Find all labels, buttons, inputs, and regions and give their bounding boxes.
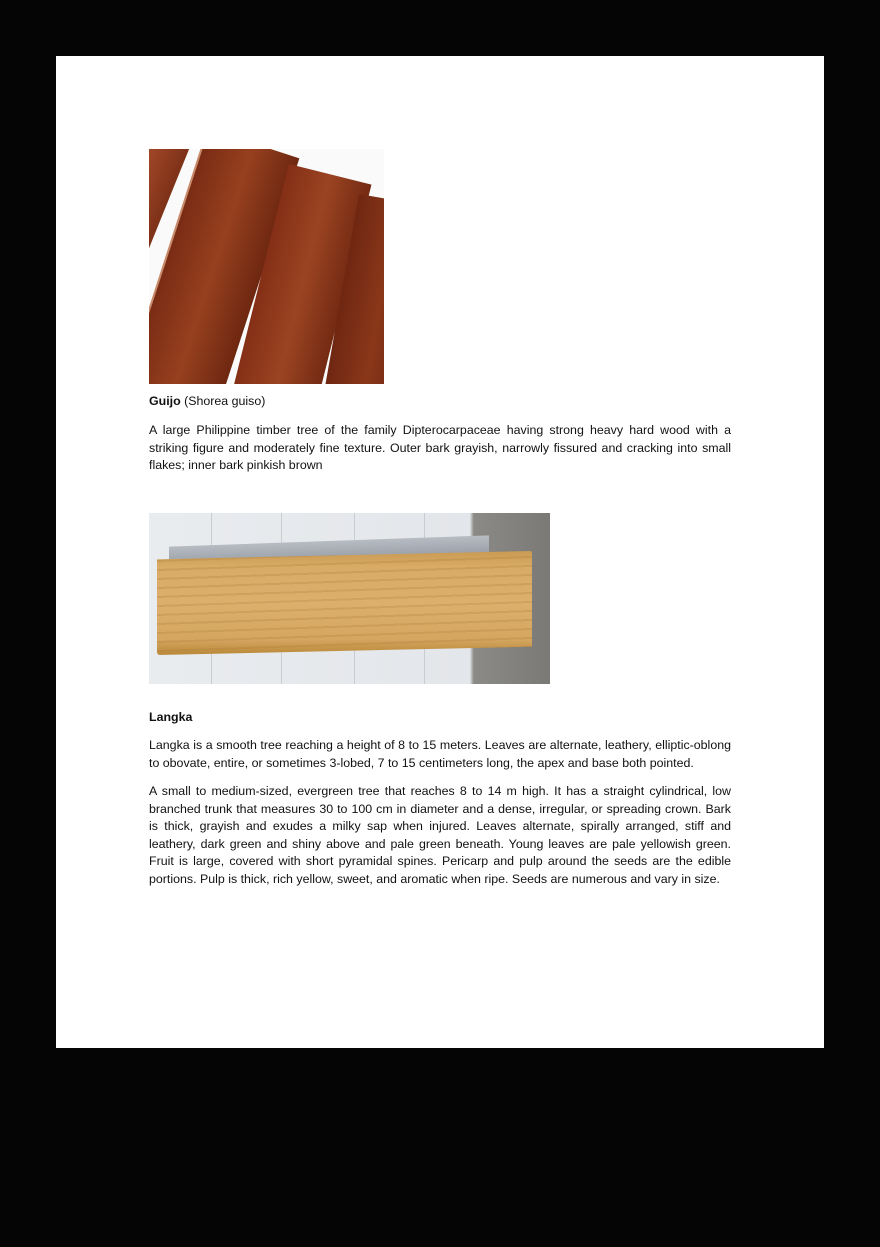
- langka-description-2: A small to medium-sized, evergreen tree that reaches 8 to 14 m high. It has a straight cylindrical, low branched trunk that measures 30 to 100 cm in diameter and a dense, irregular, or spreading crown. Bark is thick, grayish and exudes a milky sap when injured. Leaves alternate, spirally arranged, stiff and leathery, dark green and shiny above and pale green beneath. Young leaves are pale yellowish green. Fruit is large, covered with short pyramidal spines. Pericarp and pulp around the seeds are the edible portions. Pulp is thick, rich yellow, sweet, and aromatic when ripe. Seeds are numerous and vary in size.: [149, 784, 731, 886]
- document-page: [56, 56, 824, 1048]
- guijo-heading-scientific: (Shorea guiso): [180, 394, 266, 408]
- langka-heading: [149, 709, 731, 727]
- wood-slab: [157, 551, 532, 655]
- guijo-heading-bold: Guijo: [149, 394, 181, 408]
- langka-heading-bold: Langka: [149, 710, 193, 724]
- guijo-heading: [149, 393, 731, 411]
- langka-wood-photo: [149, 513, 550, 684]
- guijo-description: A large Philippine timber tree of the family Dipterocarpaceae having strong heavy hard wood with a striking figure and moderately fine texture. Outer bark grayish, narrowly fissured and cracking into small flakes; inner bark pinkish brown: [149, 423, 731, 472]
- guijo-wood-photo: [149, 149, 384, 384]
- langka-description-1: Langka is a smooth tree reaching a height of 8 to 15 meters. Leaves are alternate, leathery, elliptic-oblong to obovate, entire, or sometimes 3-lobed, 7 to 15 centimeters long, the apex and base both pointed.: [149, 738, 731, 770]
